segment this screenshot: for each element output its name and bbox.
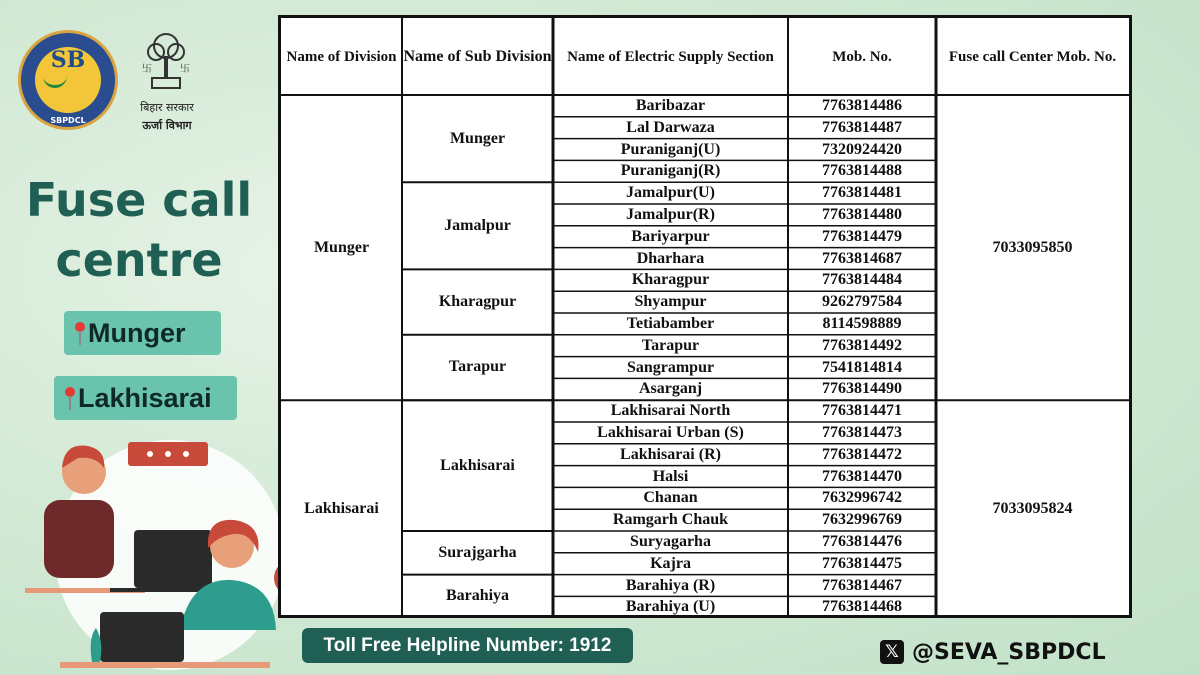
section-name: Lakhisarai (R) [620, 445, 721, 463]
location-pin-icon [64, 385, 76, 411]
section-mobile: 7763814490 [822, 380, 902, 398]
section-name: Barahiya (R) [625, 576, 716, 594]
title-line-1: Fuse call [25, 173, 253, 227]
section-name: Sangrampur [626, 358, 715, 376]
section-mobile: 7763814480 [822, 206, 902, 223]
section-mobile: 7763814484 [822, 271, 902, 289]
section-name: Tarapur [641, 336, 700, 354]
section-name: Lakhisarai Urban (S) [597, 424, 744, 441]
header-section: Name of Electric Supply Section [567, 48, 774, 65]
sub-division-name: Kharagpur [438, 293, 517, 311]
sub-division-name: Jamalpur [444, 216, 511, 234]
sub-division-name: Lakhisarai [440, 456, 515, 474]
section-mobile: 7763814479 [822, 227, 902, 245]
section-mobile: 7763814476 [822, 533, 902, 550]
division-name: Munger [313, 238, 370, 256]
section-mobile: 7763814487 [822, 118, 902, 136]
section-mobile: 7763814471 [822, 402, 902, 420]
section-mobile: 7763814470 [822, 467, 902, 485]
section-name: Baribazar [635, 97, 706, 114]
section-name: Bariyarpur [631, 227, 710, 245]
location-label: Munger [88, 317, 186, 348]
section-mobile: 7632996769 [822, 511, 902, 529]
fuse-center-mobile: 7033095850 [992, 238, 1073, 256]
division-name: Lakhisarai [304, 500, 379, 518]
section-mobile: 9262797584 [822, 293, 902, 311]
section-name: Puraniganj(U) [620, 140, 721, 158]
section-name: Jamalpur(R) [626, 206, 715, 223]
toll-free-banner: Toll Free Helpline Number: 1912 [302, 628, 633, 663]
section-mobile: 7763814488 [822, 162, 902, 180]
section-mobile: 7763814481 [822, 184, 902, 202]
section-mobile: 7320924420 [822, 140, 902, 158]
page-title [0, 170, 278, 290]
location-badge-lakhisarai [54, 376, 237, 420]
sub-division-name: Barahiya [445, 587, 510, 605]
section-name: Chanan [643, 489, 698, 507]
section-name: Puraniganj(R) [620, 162, 721, 180]
svg-text:卐: 卐 [142, 64, 152, 75]
location-badge-munger [64, 311, 221, 355]
social-handle[interactable] [880, 637, 1106, 667]
section-mobile: 7763814472 [822, 445, 902, 463]
section-name: Barahiya (U) [625, 598, 716, 616]
location-label: Lakhisarai [78, 382, 212, 413]
section-name: Suryagarha [630, 533, 711, 550]
section-name: Jamalpur(U) [626, 184, 715, 202]
section-mobile: 7541814814 [822, 358, 902, 376]
x-logo-icon: 𝕏 [880, 640, 904, 664]
section-name: Lakhisarai North [610, 402, 731, 420]
section-mobile: 8114598889 [822, 315, 902, 332]
svg-text:卐: 卐 [180, 64, 190, 75]
section-name: Halsi [652, 467, 689, 485]
sub-division-name: Surajgarha [438, 543, 517, 561]
gov-line-2: ऊर्जा विभाग [142, 119, 192, 132]
header-fuse-center: Fuse call Center Mob. No. [948, 48, 1117, 65]
section-name: Tetiabamber [626, 315, 715, 332]
sub-division-name: Munger [449, 129, 506, 147]
section-mobile: 7763814486 [822, 97, 902, 114]
section-mobile: 7632996742 [822, 489, 902, 507]
bihar-govt-emblem-icon [136, 30, 196, 100]
call-centre-illustration [0, 420, 300, 675]
logo-ring-text: SBPDCL [50, 116, 86, 125]
gov-line-1: बिहार सरकार [140, 101, 194, 114]
section-mobile: 7763814468 [822, 598, 902, 616]
social-handle-text: @SEVA_SBPDCL [912, 639, 1106, 665]
fuse-call-table [278, 15, 1132, 618]
section-name: Dharhara [636, 249, 705, 267]
section-mobile: 7763814687 [822, 249, 902, 267]
header-division: Name of Division [286, 48, 397, 65]
section-name: Shyampur [634, 293, 707, 311]
section-name: Asarganj [638, 380, 703, 398]
section-mobile: 7763814473 [822, 424, 902, 441]
logo-mark: SB [50, 47, 86, 73]
section-name: Ramgarh Chauk [612, 511, 729, 529]
sbpdcl-logo [18, 30, 118, 130]
section-name: Lal Darwaza [626, 118, 715, 136]
section-name: Kajra [650, 554, 691, 572]
header-mobile: Mob. No. [832, 48, 892, 65]
title-line-2: centre [55, 233, 223, 287]
location-pin-icon [74, 320, 86, 346]
fuse-center-mobile: 7033095824 [992, 500, 1073, 518]
section-mobile: 7763814492 [822, 336, 902, 354]
section-mobile: 7763814467 [822, 576, 902, 594]
section-mobile: 7763814475 [822, 554, 902, 572]
header-sub-division: Name of Sub Division [403, 47, 552, 65]
sub-division-name: Tarapur [448, 358, 507, 376]
section-name: Kharagpur [631, 271, 710, 289]
